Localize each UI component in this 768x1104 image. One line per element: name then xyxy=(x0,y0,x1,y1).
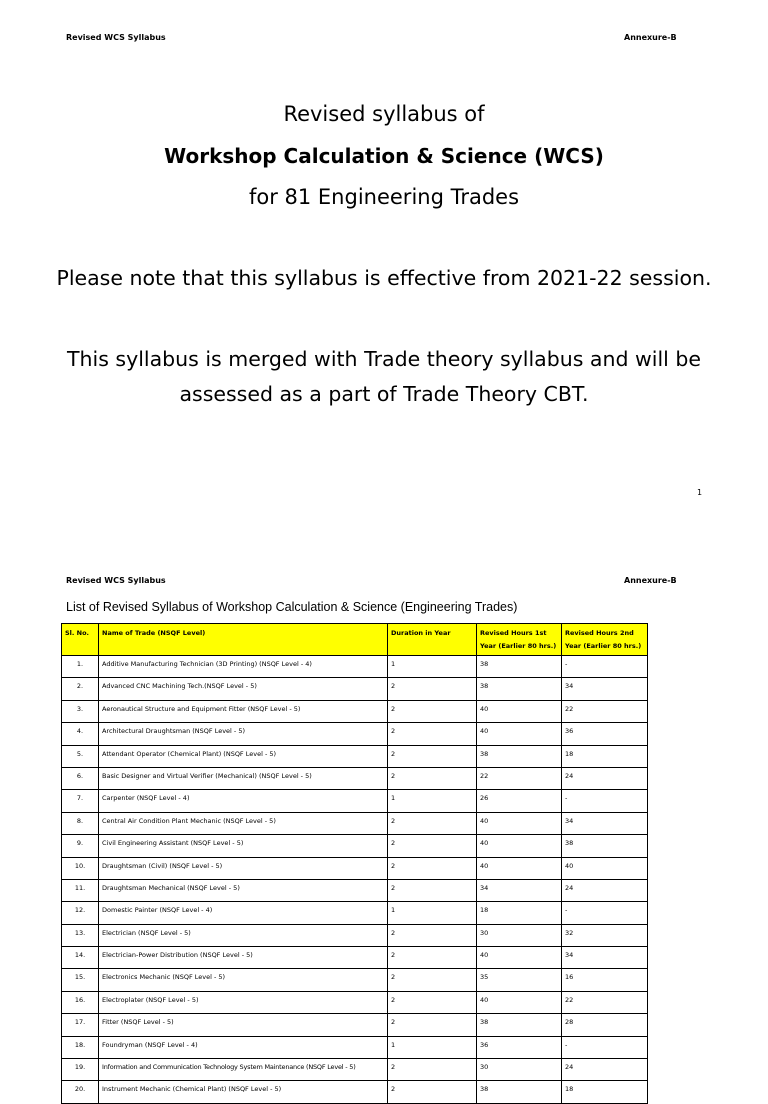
cell-sl-no: 12. xyxy=(62,902,99,924)
cell-duration: 1 xyxy=(388,1036,477,1058)
cell-sl-no: 13. xyxy=(62,924,99,946)
cell-hours-year2: 34 xyxy=(562,678,648,700)
cell-sl-no: 19. xyxy=(62,1059,99,1081)
cell-hours-year2: 24 xyxy=(562,767,648,789)
cell-trade-name: Information and Communication Technology System Maintenance (NSQF Level - 5) xyxy=(99,1059,388,1081)
cell-hours-year1: 40 xyxy=(477,947,562,969)
table-row xyxy=(62,947,648,969)
table-header-row xyxy=(62,624,648,656)
table-row xyxy=(62,767,648,789)
cell-sl-no: 16. xyxy=(62,991,99,1013)
cell-duration: 2 xyxy=(388,812,477,834)
cell-duration: 2 xyxy=(388,969,477,991)
cell-sl-no: 8. xyxy=(62,812,99,834)
cell-hours-year1: 38 xyxy=(477,1014,562,1036)
cell-hours-year1: 30 xyxy=(477,1059,562,1081)
cell-trade-name: Draughtsman (Civil) (NSQF Level - 5) xyxy=(99,857,388,879)
cell-hours-year2: - xyxy=(562,1036,648,1058)
cell-sl-no: 9. xyxy=(62,835,99,857)
doc-trades-line: for 81 Engineering Trades xyxy=(248,185,520,209)
cell-duration: 2 xyxy=(388,723,477,745)
cell-duration: 2 xyxy=(388,924,477,946)
page2-header-right: Annexure-B xyxy=(624,576,677,585)
cell-sl-no: 5. xyxy=(62,745,99,767)
cell-hours-year2: 24 xyxy=(562,879,648,901)
cell-duration: 2 xyxy=(388,991,477,1013)
list-title: List of Revised Syllabus of Workshop Calculation & Science (Engineering Trades) xyxy=(66,600,518,614)
cell-hours-year2: 36 xyxy=(562,723,648,745)
cell-sl-no: 2. xyxy=(62,678,99,700)
cell-hours-year1: 40 xyxy=(477,723,562,745)
cell-trade-name: Domestic Painter (NSQF Level - 4) xyxy=(99,902,388,924)
table-row xyxy=(62,902,648,924)
table-row xyxy=(62,969,648,991)
cell-duration: 2 xyxy=(388,835,477,857)
table-row xyxy=(62,656,648,678)
cell-duration: 2 xyxy=(388,1081,477,1103)
cell-hours-year2: 32 xyxy=(562,924,648,946)
doc-title: Workshop Calculation & Science (WCS) xyxy=(164,144,604,168)
cell-hours-year1: 26 xyxy=(477,790,562,812)
cell-hours-year2: 18 xyxy=(562,1081,648,1103)
cell-duration: 1 xyxy=(388,902,477,924)
cell-sl-no: 20. xyxy=(62,1081,99,1103)
table-row xyxy=(62,991,648,1013)
cell-duration: 2 xyxy=(388,678,477,700)
table-row xyxy=(62,745,648,767)
cell-duration: 2 xyxy=(388,1014,477,1036)
cell-trade-name: Foundryman (NSQF Level - 4) xyxy=(99,1036,388,1058)
cell-hours-year1: 35 xyxy=(477,969,562,991)
cell-hours-year1: 40 xyxy=(477,812,562,834)
cell-hours-year2: 40 xyxy=(562,857,648,879)
cell-sl-no: 3. xyxy=(62,700,99,722)
cell-duration: 2 xyxy=(388,1059,477,1081)
cell-trade-name: Additive Manufacturing Technician (3D Printing) (NSQF Level - 4) xyxy=(99,656,388,678)
page-number: 1 xyxy=(697,488,703,497)
cell-sl-no: 4. xyxy=(62,723,99,745)
cell-trade-name: Advanced CNC Machining Tech.(NSQF Level - 5) xyxy=(99,678,388,700)
effective-note: Please note that this syllabus is effective from 2021-22 session. xyxy=(56,266,712,290)
table-row xyxy=(62,1059,648,1081)
cell-trade-name: Architectural Draughtsman (NSQF Level - 5) xyxy=(99,723,388,745)
page2-header-left: Revised WCS Syllabus xyxy=(66,576,166,585)
cell-duration: 2 xyxy=(388,857,477,879)
cell-duration: 2 xyxy=(388,700,477,722)
table-row xyxy=(62,1036,648,1058)
cell-duration: 2 xyxy=(388,745,477,767)
cell-sl-no: 7. xyxy=(62,790,99,812)
cell-hours-year1: 38 xyxy=(477,656,562,678)
table-row xyxy=(62,924,648,946)
table-row xyxy=(62,812,648,834)
col-header-duration: Duration in Year xyxy=(388,624,477,656)
cell-trade-name: Instrument Mechanic (Chemical Plant) (NSQF Level - 5) xyxy=(99,1081,388,1103)
col-header-sl-no: Sl. No. xyxy=(62,624,99,656)
cell-trade-name: Electrician (NSQF Level - 5) xyxy=(99,924,388,946)
cell-trade-name: Aeronautical Structure and Equipment Fitter (NSQF Level - 5) xyxy=(99,700,388,722)
trades-table xyxy=(61,623,648,1104)
cell-duration: 2 xyxy=(388,947,477,969)
cell-hours-year1: 18 xyxy=(477,902,562,924)
cell-trade-name: Civil Engineering Assistant (NSQF Level - 5) xyxy=(99,835,388,857)
cell-hours-year1: 22 xyxy=(477,767,562,789)
cell-duration: 1 xyxy=(388,656,477,678)
cell-hours-year2: 16 xyxy=(562,969,648,991)
merge-note-line1: This syllabus is merged with Trade theory syllabus and will be xyxy=(66,347,702,371)
table-row xyxy=(62,879,648,901)
table-row xyxy=(62,790,648,812)
table-row xyxy=(62,857,648,879)
table-row xyxy=(62,723,648,745)
col-header-hours-year1: Revised Hours 1st Year (Earlier 80 hrs.) xyxy=(477,624,562,656)
cell-hours-year1: 34 xyxy=(477,879,562,901)
page1-header-left: Revised WCS Syllabus xyxy=(66,33,166,42)
cell-trade-name: Fitter (NSQF Level - 5) xyxy=(99,1014,388,1036)
cell-trade-name: Electrician-Power Distribution (NSQF Level - 5) xyxy=(99,947,388,969)
cell-hours-year2: 24 xyxy=(562,1059,648,1081)
cell-hours-year1: 38 xyxy=(477,1081,562,1103)
cell-sl-no: 14. xyxy=(62,947,99,969)
col-header-hours-year2: Revised Hours 2nd Year (Earlier 80 hrs.) xyxy=(562,624,648,656)
cell-hours-year1: 40 xyxy=(477,991,562,1013)
merge-note-line2: assessed as a part of Trade Theory CBT. xyxy=(179,382,589,406)
cell-sl-no: 10. xyxy=(62,857,99,879)
cell-sl-no: 1. xyxy=(62,656,99,678)
cell-trade-name: Draughtsman Mechanical (NSQF Level - 5) xyxy=(99,879,388,901)
cell-sl-no: 6. xyxy=(62,767,99,789)
cell-hours-year2: 22 xyxy=(562,700,648,722)
cell-trade-name: Electroplater (NSQF Level - 5) xyxy=(99,991,388,1013)
cell-hours-year2: - xyxy=(562,902,648,924)
col-header-trade-name: Name of Trade (NSQF Level) xyxy=(99,624,388,656)
cell-trade-name: Electronics Mechanic (NSQF Level - 5) xyxy=(99,969,388,991)
cell-hours-year2: 28 xyxy=(562,1014,648,1036)
cell-hours-year2: 34 xyxy=(562,812,648,834)
cell-hours-year1: 40 xyxy=(477,835,562,857)
table-row xyxy=(62,700,648,722)
table-row xyxy=(62,835,648,857)
table-row xyxy=(62,1081,648,1103)
cell-trade-name: Attendant Operator (Chemical Plant) (NSQF Level - 5) xyxy=(99,745,388,767)
cell-trade-name: Basic Designer and Virtual Verifier (Mechanical) (NSQF Level - 5) xyxy=(99,767,388,789)
cell-hours-year2: - xyxy=(562,790,648,812)
cell-hours-year2: 34 xyxy=(562,947,648,969)
cell-hours-year2: 18 xyxy=(562,745,648,767)
cell-hours-year1: 38 xyxy=(477,745,562,767)
cell-trade-name: Central Air Condition Plant Mechanic (NSQF Level - 5) xyxy=(99,812,388,834)
cell-sl-no: 11. xyxy=(62,879,99,901)
cell-sl-no: 15. xyxy=(62,969,99,991)
cell-sl-no: 17. xyxy=(62,1014,99,1036)
page1-header-right: Annexure-B xyxy=(624,33,677,42)
cell-hours-year1: 40 xyxy=(477,700,562,722)
table-row xyxy=(62,678,648,700)
cell-duration: 2 xyxy=(388,767,477,789)
table-row xyxy=(62,1014,648,1036)
cell-hours-year2: - xyxy=(562,656,648,678)
cell-sl-no: 18. xyxy=(62,1036,99,1058)
doc-subtitle: Revised syllabus of xyxy=(283,102,485,126)
cell-hours-year2: 38 xyxy=(562,835,648,857)
cell-duration: 2 xyxy=(388,879,477,901)
cell-hours-year1: 38 xyxy=(477,678,562,700)
cell-hours-year2: 22 xyxy=(562,991,648,1013)
cell-hours-year1: 30 xyxy=(477,924,562,946)
cell-trade-name: Carpenter (NSQF Level - 4) xyxy=(99,790,388,812)
cell-hours-year1: 40 xyxy=(477,857,562,879)
cell-duration: 1 xyxy=(388,790,477,812)
cell-hours-year1: 36 xyxy=(477,1036,562,1058)
